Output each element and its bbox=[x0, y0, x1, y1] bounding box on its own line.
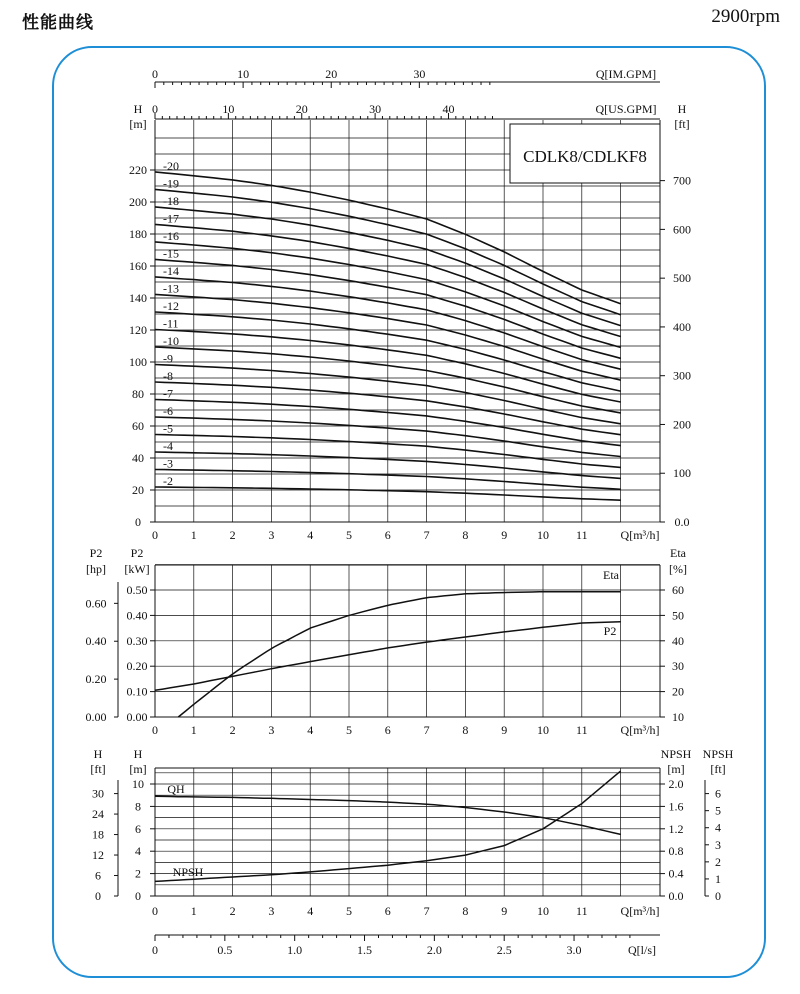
stage-label: -14 bbox=[163, 263, 179, 278]
ls-tick-label: 3.0 bbox=[566, 943, 582, 957]
head-right-tick-label: 0.0 bbox=[674, 515, 690, 529]
head-left-tick-label: 20 bbox=[132, 483, 144, 497]
head-x-tick-label: 4 bbox=[307, 528, 314, 542]
ls-tick-label: 1.0 bbox=[287, 943, 303, 957]
im-gpm-tick-label: 10 bbox=[237, 67, 250, 81]
head-left-tick-label: 100 bbox=[129, 355, 147, 369]
head-left-tick-label: 140 bbox=[129, 291, 147, 305]
power-x-tick-label: 6 bbox=[384, 723, 391, 737]
npsh-ft-tick-label: 6 bbox=[715, 786, 721, 801]
qh-x-tick-label: 10 bbox=[537, 904, 549, 918]
npsh-m-tick-label: 1.6 bbox=[668, 799, 684, 814]
head-x-tick-label: 0 bbox=[152, 528, 158, 542]
eta-tick-label: 30 bbox=[672, 659, 684, 674]
qh-x-tick-label: 2 bbox=[229, 904, 236, 918]
head-x-tick-label: 11 bbox=[576, 528, 588, 542]
npsh-series-label: NPSH bbox=[172, 865, 204, 879]
head-right-tick-label: 700 bbox=[673, 173, 691, 188]
eta-axis-unit: [%] bbox=[669, 562, 687, 576]
eta-axis-title: Eta bbox=[670, 546, 686, 560]
ls-tick-label: 0 bbox=[152, 943, 158, 957]
head-right-tick-label: 400 bbox=[673, 319, 691, 334]
power-x-tick-label: 1 bbox=[190, 723, 197, 737]
stage-label: -20 bbox=[163, 158, 179, 173]
head-left-tick-label: 0 bbox=[135, 515, 141, 529]
qh-x-tick-label: 3 bbox=[268, 904, 275, 918]
head-right-tick-label: 600 bbox=[673, 222, 691, 237]
head-right-tick-label: 500 bbox=[673, 271, 691, 286]
power-kw-tick-label: 0.00 bbox=[126, 710, 148, 724]
qh-m-axis-title: H bbox=[133, 747, 143, 761]
head-x-tick-label: 7 bbox=[423, 528, 430, 542]
eta-series-label: Eta bbox=[603, 568, 619, 582]
head-left-tick-label: 220 bbox=[129, 163, 147, 177]
power-x-tick-label: 9 bbox=[501, 723, 508, 737]
power-kw-tick-label: 0.40 bbox=[126, 608, 148, 623]
qh-m-tick-label: 2 bbox=[135, 866, 141, 881]
head-x-tick-label: 10 bbox=[537, 528, 549, 542]
speed-label: 2900rpm bbox=[711, 6, 780, 27]
power-kw-axis-unit: [kW] bbox=[124, 562, 150, 576]
head-x-tick-label: 2 bbox=[229, 528, 236, 542]
head-x-tick-label: 3 bbox=[268, 528, 275, 542]
power-hp-axis-unit: [hp] bbox=[86, 562, 106, 576]
eta-tick-label: 20 bbox=[672, 684, 684, 699]
ls-tick-label: 2.5 bbox=[496, 943, 512, 957]
stage-label: -12 bbox=[163, 298, 179, 313]
head-right-tick-label: 200 bbox=[673, 417, 691, 432]
qh-x-tick-label: 4 bbox=[307, 904, 314, 918]
ls-tick-label: 1.5 bbox=[357, 943, 373, 957]
power-x-tick-label: 0 bbox=[152, 723, 158, 737]
labels bbox=[86, 67, 734, 957]
qh-ft-tick-label: 24 bbox=[92, 807, 104, 822]
power-hp-tick-label: 0.60 bbox=[85, 596, 107, 611]
qh-m-tick-label: 10 bbox=[132, 777, 144, 791]
power-x-tick-label: 7 bbox=[423, 723, 430, 737]
stage-label: -15 bbox=[163, 246, 179, 261]
us-gpm-label: Q[US.GPM] bbox=[595, 102, 657, 116]
qh-ft-tick-label: 30 bbox=[92, 786, 104, 801]
us-gpm-tick-label: 20 bbox=[295, 102, 308, 116]
model-label: CDLK8/CDLKF8 bbox=[523, 147, 647, 166]
power-hp-tick-label: 0.20 bbox=[85, 672, 107, 687]
qh-x-tick-label: 11 bbox=[576, 904, 588, 918]
npsh-m-tick-label: 2.0 bbox=[668, 777, 684, 791]
qh-x-tick-label: 5 bbox=[346, 904, 352, 918]
qh-series-label: QH bbox=[167, 782, 185, 796]
power-x-tick-label: 11 bbox=[576, 723, 588, 737]
head-x-tick-label: 5 bbox=[346, 528, 352, 542]
npsh-ft-tick-label: 0 bbox=[715, 889, 721, 903]
qh-ft-tick-label: 12 bbox=[92, 848, 104, 863]
us-gpm-tick-label: 0 bbox=[152, 102, 158, 116]
head-left-tick-label: 160 bbox=[129, 259, 147, 273]
qh-x-tick-label: 0 bbox=[152, 904, 158, 918]
stage-label: -5 bbox=[163, 421, 173, 436]
power-x-tick-label: 4 bbox=[307, 723, 314, 737]
npsh-ft-tick-label: 3 bbox=[715, 837, 721, 852]
head-x-tick-label: 6 bbox=[384, 528, 391, 542]
stage-label: -13 bbox=[163, 281, 179, 296]
qh-ft-axis-unit: [ft] bbox=[90, 762, 106, 776]
us-gpm-tick-label: 10 bbox=[222, 102, 235, 116]
us-gpm-tick-label: 40 bbox=[442, 102, 455, 116]
qh-m-axis-unit: [m] bbox=[129, 762, 147, 776]
series-eta bbox=[178, 592, 620, 717]
eta-tick-label: 60 bbox=[672, 583, 684, 597]
stage-label: -6 bbox=[163, 403, 173, 418]
power-hp-axis-title: P2 bbox=[89, 546, 103, 560]
power-kw-tick-label: 0.20 bbox=[126, 659, 148, 674]
qh-ft-tick-label: 0 bbox=[95, 889, 101, 903]
qh-x-axis-label: Q[m³/h] bbox=[620, 904, 660, 918]
stage-label: -16 bbox=[163, 228, 179, 243]
qh-x-tick-label: 8 bbox=[462, 904, 469, 918]
power-x-tick-label: 10 bbox=[537, 723, 549, 737]
head-left-tick-label: 60 bbox=[132, 419, 144, 433]
npsh-ft-tick-label: 1 bbox=[715, 871, 721, 886]
npsh-ft-axis-unit: [ft] bbox=[710, 762, 726, 776]
power-x-tick-label: 2 bbox=[229, 723, 236, 737]
npsh-ft-tick-label: 4 bbox=[715, 820, 721, 835]
head-x-tick-label: 1 bbox=[190, 528, 197, 542]
head-right-tick-label: 100 bbox=[673, 466, 691, 481]
power-x-tick-label: 8 bbox=[462, 723, 469, 737]
stage-label: -7 bbox=[163, 386, 173, 401]
power-x-tick-label: 5 bbox=[346, 723, 352, 737]
eta-tick-label: 10 bbox=[672, 710, 684, 724]
grids bbox=[155, 120, 660, 896]
head-left-tick-label: 200 bbox=[129, 195, 147, 209]
stage-label: -11 bbox=[163, 316, 179, 331]
power-kw-tick-label: 0.10 bbox=[126, 684, 148, 699]
qh-m-tick-label: 6 bbox=[135, 821, 141, 836]
stage-label: -17 bbox=[163, 211, 179, 226]
npsh-m-axis-unit: [m] bbox=[667, 762, 685, 776]
qh-ft-axis-title: H bbox=[93, 747, 103, 761]
qh-x-tick-label: 6 bbox=[384, 904, 391, 918]
head-right-axis-unit: [ft] bbox=[674, 117, 690, 131]
eta-tick-label: 40 bbox=[672, 633, 684, 648]
npsh-m-axis-title: NPSH bbox=[660, 747, 692, 761]
im-gpm-tick-label: 30 bbox=[413, 67, 426, 81]
head-left-tick-label: 120 bbox=[129, 323, 147, 337]
power-x-tick-label: 3 bbox=[268, 723, 275, 737]
npsh-m-tick-label: 0.0 bbox=[668, 889, 684, 903]
npsh-ft-tick-label: 2 bbox=[715, 854, 721, 869]
qh-x-tick-label: 1 bbox=[190, 904, 197, 918]
npsh-ft-tick-label: 5 bbox=[715, 803, 721, 818]
head-left-tick-label: 40 bbox=[132, 451, 144, 465]
head-left-axis-title: H bbox=[133, 102, 143, 116]
power-x-axis-label: Q[m³/h] bbox=[620, 723, 660, 737]
qh-x-tick-label: 9 bbox=[501, 904, 508, 918]
head-x-tick-label: 8 bbox=[462, 528, 469, 542]
power-kw-tick-label: 0.30 bbox=[126, 633, 148, 648]
im-gpm-label: Q[IM.GPM] bbox=[595, 67, 657, 81]
eta-tick-label: 50 bbox=[672, 608, 684, 623]
power-kw-tick-label: 0.50 bbox=[126, 583, 148, 597]
qh-m-tick-label: 0 bbox=[135, 889, 141, 903]
stage-label: -3 bbox=[163, 456, 173, 471]
head-left-tick-label: 80 bbox=[132, 387, 144, 401]
npsh-m-tick-label: 0.8 bbox=[668, 844, 684, 859]
stage-label: -4 bbox=[163, 438, 173, 453]
head-x-axis-label: Q[m³/h] bbox=[620, 528, 660, 542]
us-gpm-tick-label: 30 bbox=[369, 102, 382, 116]
qh-x-tick-label: 7 bbox=[423, 904, 430, 918]
ls-tick-label: 0.5 bbox=[217, 943, 233, 957]
stage-label: -10 bbox=[163, 333, 179, 348]
npsh-ft-axis-title: NPSH bbox=[702, 747, 734, 761]
ls-label: Q[l/s] bbox=[628, 943, 656, 957]
page-title: 性能曲线 bbox=[22, 13, 94, 33]
npsh-m-tick-label: 0.4 bbox=[668, 866, 684, 881]
head-x-tick-label: 9 bbox=[501, 528, 508, 542]
head-left-tick-label: 180 bbox=[129, 227, 147, 241]
stage-label: -19 bbox=[163, 176, 179, 191]
head-right-tick-label: 300 bbox=[673, 368, 691, 383]
head-right-axis-title: H bbox=[677, 102, 687, 116]
qh-ft-tick-label: 6 bbox=[95, 868, 101, 883]
qh-m-tick-label: 4 bbox=[135, 844, 141, 859]
qh-m-tick-label: 8 bbox=[135, 799, 141, 814]
npsh-m-tick-label: 1.2 bbox=[668, 821, 684, 836]
ls-tick-label: 2.0 bbox=[426, 943, 442, 957]
head-left-axis-unit: [m] bbox=[129, 117, 147, 131]
power-hp-tick-label: 0.00 bbox=[85, 710, 107, 724]
power-hp-tick-label: 0.40 bbox=[85, 634, 107, 649]
im-gpm-tick-label: 0 bbox=[152, 67, 158, 81]
qh-ft-tick-label: 18 bbox=[92, 827, 104, 842]
p2-series-label: P2 bbox=[603, 624, 617, 638]
stage-label: -2 bbox=[163, 473, 173, 488]
power-kw-axis-title: P2 bbox=[130, 546, 144, 560]
im-gpm-tick-label: 20 bbox=[325, 67, 338, 81]
stage-label: -8 bbox=[163, 368, 173, 383]
stage-label: -9 bbox=[163, 351, 173, 366]
stage-label: -18 bbox=[163, 193, 179, 208]
